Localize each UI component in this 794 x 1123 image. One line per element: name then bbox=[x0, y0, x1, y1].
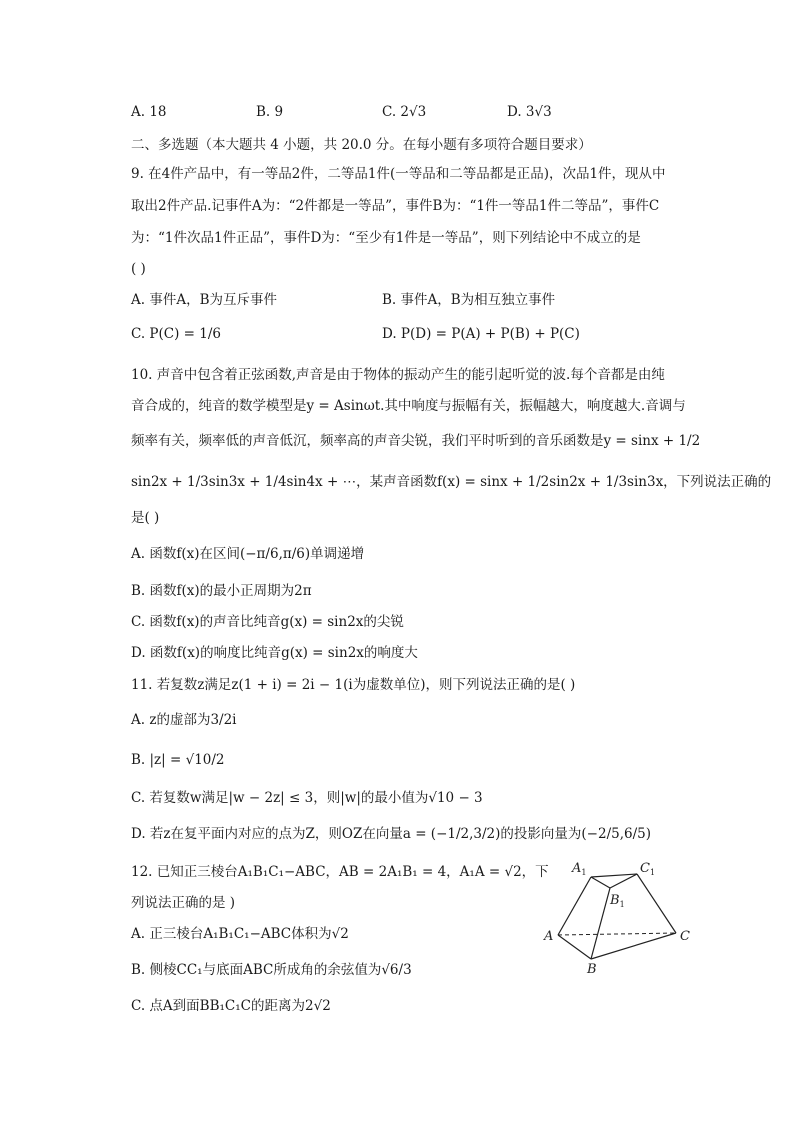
q8-option-a: A. 18 bbox=[131, 104, 167, 120]
label-b1: $B_1$ bbox=[610, 893, 625, 909]
label-c: C bbox=[680, 929, 690, 944]
q12-option-b: B. 侧棱CC₁与底面ABC所成角的余弦值为√6/3 bbox=[131, 962, 412, 978]
q9-option-b: B. 事件A，B为相互独立事件 bbox=[382, 292, 556, 308]
q12-option-c: C. 点A到面BB₁C₁C的距离为2√2 bbox=[131, 998, 331, 1014]
q12-line-1: 12. 已知正三棱台A₁B₁C₁−ABC，AB = 2A₁B₁ = 4，A₁A = √2，下 bbox=[131, 864, 549, 880]
q9-option-d: D. P(D) = P(A) + P(B) + P(C) bbox=[382, 326, 580, 342]
q9-line-2: 取出2件产品.记事件A为：“2件都是一等品”，事件B为：“1件一等品1件二等品”，事件C bbox=[131, 198, 660, 214]
edge-b1b bbox=[591, 888, 610, 959]
q8-option-d: D. 3√3 bbox=[507, 104, 552, 120]
q12-line-2: 列说法正确的是 ) bbox=[131, 895, 236, 911]
q10-line-2: 音合成的，纯音的数学模型是y = Asinωt.其中响度与振幅有关，振幅越大，响度越大.音调与 bbox=[131, 398, 686, 414]
q9-option-c: C. P(C) = 1/6 bbox=[131, 326, 221, 342]
q10-line-3: 频率有关，频率低的声音低沉，频率高的声音尖锐，我们平时听到的音乐函数是y = sinx + 1/2 bbox=[131, 433, 701, 449]
edge-a1c1 bbox=[591, 874, 637, 877]
edge-bc bbox=[591, 933, 676, 959]
q10-line-1: 10. 声音中包含着正弦函数,声音是由于物体的振动产生的能引起听觉的波.每个音都是由纯 bbox=[131, 367, 665, 383]
edge-ac-hidden bbox=[558, 933, 676, 935]
frustum-figure bbox=[540, 858, 700, 978]
q11-option-a: A. z的虚部为3/2i bbox=[131, 712, 237, 728]
q10-line-5: 是( ) bbox=[131, 510, 160, 526]
q9-option-a: A. 事件A，B为互斥事件 bbox=[131, 292, 278, 308]
q11-option-c: C. 若复数w满足|w − 2z| ≤ 3，则|w|的最小值为√10 − 3 bbox=[131, 790, 483, 806]
q9-line-4: ( ) bbox=[131, 261, 146, 277]
q9-line-1: 9. 在4件产品中，有一等品2件，二等品1件(一等品和二等品都是正品)，次品1件，现从中 bbox=[131, 166, 666, 182]
q11-option-d: D. 若z在复平面内对应的点为Z，则OZ在向量a = (−1/2,3/2)的投影向量为(−2/5,6/5) bbox=[131, 826, 651, 842]
label-a: A bbox=[544, 929, 554, 944]
q8-option-c: C. 2√3 bbox=[382, 104, 427, 120]
edge-b1c1 bbox=[610, 874, 637, 888]
label-a1: $A_1$ bbox=[572, 861, 587, 877]
section-title: 二、多选题（本大题共 4 小题，共 20.0 分。在每小题有多项符合题目要求） bbox=[131, 137, 592, 153]
edge-c1c bbox=[637, 874, 676, 933]
q11-option-b: B. |z| = √10/2 bbox=[131, 752, 225, 768]
edge-a1a bbox=[558, 877, 591, 935]
edge-a1b1 bbox=[591, 877, 610, 888]
label-b: B bbox=[587, 962, 597, 977]
q10-option-a: A. 函数f(x)在区间(−π/6,π/6)单调递增 bbox=[131, 546, 365, 562]
q10-line-4: sin2x + 1/3sin3x + 1/4sin4x + ⋯，某声音函数f(x) = sinx + 1/2sin2x + 1/3sin3x，下列说法正确的 bbox=[131, 474, 772, 490]
q9-line-3: 为：“1件次品1件正品”，事件D为：“至少有1件是一等品”，则下列结论中不成立的是 bbox=[131, 230, 641, 246]
edge-ab bbox=[558, 935, 591, 959]
q11-line-1: 11. 若复数z满足z(1 + i) = 2i − 1(i为虚数单位)，则下列说法正确的是( ) bbox=[131, 677, 576, 693]
q12-option-a: A. 正三棱台A₁B₁C₁−ABC体积为√2 bbox=[131, 926, 349, 942]
label-c1: $C_1$ bbox=[640, 861, 656, 877]
q10-option-b: B. 函数f(x)的最小正周期为2π bbox=[131, 583, 312, 599]
q10-option-c: C. 函数f(x)的声音比纯音g(x) = sin2x的尖锐 bbox=[131, 614, 404, 630]
q10-option-d: D. 函数f(x)的响度比纯音g(x) = sin2x的响度大 bbox=[131, 645, 418, 661]
q8-option-b: B. 9 bbox=[256, 104, 284, 120]
